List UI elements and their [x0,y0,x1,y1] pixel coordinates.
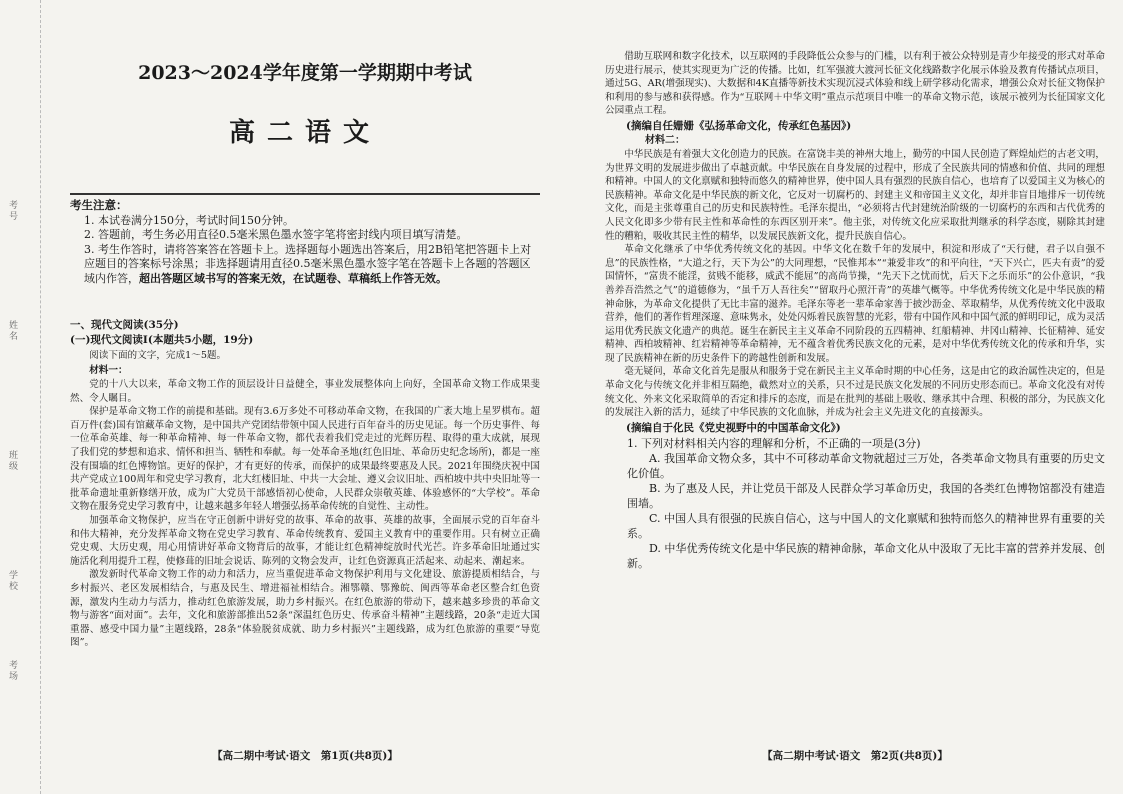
notice-list [70,214,540,287]
paragraph: 中华民族是有着强大文化创造力的民族。在富饶丰美的神州大地上，勤劳的中国人民创造了辉煌灿烂的古老文明，为世界文明的发展进步做出了卓越贡献。中华民族在自身发展的过程中，形成了全民族共同的情感和价值、共同的理想和精神。中国人的文化禀赋和独特而悠久的精神世界，使中国人具有强烈的民族自信心，也培育了以爱国主义为核心的民族精神。革命文化是中华民族的新文化，它反对一切腐朽的、封建主义和帝国主义文化，却并非盲目地排斥一切传统文化，而是主张尊重自己的历史和民族特性。毛泽东提出，“必须将古代封建统治阶级的一切腐朽的东西和古代优秀的人民文化即多少带有民主性和革命性的东西区别开来”。他主张，对传统文化应采取批判继承的科学态度，剔除其封建性的糟粕，吸收其民主性的精华，以发展民族新文化，提升民族自信心。 [605,148,1105,242]
section-heading: 一、现代文阅读(35分) [70,319,179,331]
paragraph: 借助互联网和数字化技术，以互联网的手段降低公众参与的门槛，以有利于被公众特别是青少年接受的形式对革命历史进行展示，使其实现更为广泛的传播。比如，红军强渡大渡河长征文化线路数字化展示体验及教育传播试点项目，通过5G、AR(增强现实)、大数据和4K直播等新技术实现沉浸式体验和线上研学移动化需求，增强公众对长征文物保护和利用的参与感和获得感。作为“互联网＋中华文明”重点示范项目中唯一的革命文物示范，该展示被列为长征国家文化公园重点工程。 [605,51,1105,117]
paragraph: 激发新时代革命文物工作的动力和活力，应当重促进革命文物保护利用与文化建设、旅游提质相结合，与乡村振兴、老区发展相结合，与惠及民生、增进福祉相结合。湘鄂赣、鄂豫皖、闽西等革命老区整合红色资源，激发内生动力与活力，推动红色旅游发展，助力乡村振兴。在红色旅游的带动下，越来越多珍贵的革命文物与游客“面对面”。去年，文化和旅游部推出52条“深温红色历史、传承奋斗精神”主题线路，20条“走近大国重器、感受中国力量”主题线路，28条“体验脱贫成就、助力乡村振兴”主题线路，成为红色旅游的重要“导览图”。 [70,569,540,649]
binding-strip [0,0,41,794]
notice-item: 2. 答题前，考生务必用直径0.5毫米黑色墨水签字笔将密封线内项目填写清楚。 [84,228,468,241]
material-label: 材料二： [645,134,685,146]
notice-item [84,243,540,287]
paragraph: 毫无疑问，革命文化首先是服从和服务于党在新民主主义革命时期的中心任务，这是由它的政治属性决定的，但是革命文化与传统文化并非相互隔绝，截然对立的关系，只不过是民族文化发展的不同历史形态而已。革命文化没有对传统文化、外来文化采取简单的否定和排斥的态度，而是在批判的基础上吸收、继承其中合理、积极的部分，为民族文化的发展注入新的活力，延续了中华民族的文化血脉，并成为社会主义先进文化的直接源头。 [605,366,1105,419]
page-footer: 【高二期中考试·语文 第2页(共8页)】 [762,750,948,762]
exam-title: 2023～2024学年度第一学期期中考试 [138,62,472,84]
paragraph: 加强革命文物保护，应当在守正创新中讲好党的故事、革命的故事、英雄的故事，全面展示党的百年奋斗和伟大精神，充分发挥革命文物在党史学习教育、革命传统教育、爱国主义教育中的重要作用。只有树立正确党史观、大历史观，用心用情讲好革命文物背后的故事，才能让红色精神绽放时代光芒。许多革命旧址通过实施活化利用提升工程，使修葺的旧址会说话、陈列的文物会发声，让红色资源真正活起来、动起来、潮起来。 [70,514,540,567]
question-option: A. 我国革命文物众多，其中不可移动革命文物就超过三万处，各类革命文物具有重要的历史文化价值。 [627,451,1105,480]
page-2 [605,0,1105,794]
question-option: D. 中华优秀传统文化是中华民族的精神命脉，革命文化从中汲取了无比丰富的营养并发展、创新。 [627,541,1105,570]
question-option: C. 中国人具有很强的民族自信心，这与中国人的文化禀赋和独特而悠久的精神世界有重要的关系。 [627,511,1105,540]
reading-section-1 [70,318,540,650]
question-option: B. 为了惠及人民，并让党员干部及人民群众学习革命历史，我国的各类红色博物馆都没有建造围墙。 [627,481,1105,510]
subsection-heading: (一)现代文阅读Ⅰ(本题共5小题，19分) [70,334,254,346]
page-1 [70,0,540,794]
paragraph: 革命文化继承了中华优秀传统文化的基因。中华文化在数千年的发展中，积淀和形成了“天行健，君子以自强不息”的民族性格，“大道之行，天下为公”的大同理想，“民惟邦本”“兼爱非攻”的和平向往，“天下兴亡，匹夫有责”的爱国情怀，“富贵不能淫，贫贱不能移，威武不能屈”的高尚节操，“先天下之忧而忧，后天下之乐而乐”的公仆意识，“我善养吾浩然之气”的道德修为，“虽千万人吾往矣”“留取丹心照汗青”的英雄气概等。中华优秀传统文化是中华民族的精神命脉，为革命文化提供了无比丰富的滋养。毛泽东等老一辈革命家善于披沙沥金、萃取精华，从优秀传统文化中汲取营养，他们的著作哲理深邃、意味隽永，处处闪烁着民族智慧的光彩，带有中国作风和中国气派的鲜明印记，成为灵活运用优秀民族文化遗产的典范。诞生在新民主主义革命不同阶段的五四精神、红船精神、井冈山精神、长征精神、延安精神、西柏坡精神、红岩精神等革命精神，无不蕴含着优秀民族文化的元素，是对中华优秀传统文化的传承和升华，实现了民族精神在新的历史条件下的跨越性创新和发展。 [605,244,1105,364]
question-stem: 1. 下列对材料相关内容的理解和分析，不正确的一项是(3分) [627,436,921,450]
binding-label-school: 学校 [7,570,17,592]
binding-label-exam-room: 考场 [7,660,17,682]
material-label: 材料一： [89,365,128,376]
binding-label-exam-number: 考号 [7,200,17,222]
notice-heading: 考生注意： [70,198,128,212]
notice-item-text: 3. 考生作答时，请将答案答在答题卡上。选择题每小题选出答案后，用2B铅笔把答题卡上对应题目的答案标号涂黑；非选择题请用直径0.5毫米黑色墨水签字笔在答题卡上各题的答题区域内作答， [84,242,532,285]
reading-section-2 [605,50,1105,571]
notice-item-bold: 超出答题区域书写的答案无效，在试题卷、草稿纸上作答无效。 [139,271,447,285]
paragraph: 保护是革命文物工作的前提和基础。现有3.6万多处不可移动革命文物，在我国的广袤大地上星罗棋布。超百万件(套)国有馆藏革命文物，是中国共产党团结带领中国人民进行百年奋斗的历史见证。每一个历史事件、每一位革命英雄、每一种革命精神、每一件革命文物，都代表着我们党走过的光辉历程、取得的重大成就，展现了我们党的梦想和追求、情怀和担当、牺牲和奉献。每一处革命圣地(红色旧址、革命历史纪念场所)，都是一座没有围墙的红色博物馆。更好的保护，才有更好的传承，而保护的成果最终要惠及人民。2021年围绕庆祝中国共产党成立100周年和党史学习教育，北大红楼旧址、中共一大会址、遵义会议旧址、西柏坡中共中央旧址等一批革命遗址重新修缮开放，成为广大党员干部感悟初心使命，人民群众崇敬英雄、体验感怀的“大学校”。革命文物在服务党史学习教育中，让越来越多年轻人增强弘扬革命传统的自觉性、主动性。 [70,406,540,513]
source-citation: (摘编自任姗姗《弘扬革命文化，传承红色基因》) [626,119,852,132]
exam-notice [70,198,540,286]
page-footer: 【高二期中考试·语文 第1页(共8页)】 [212,750,398,762]
binding-label-name: 姓名 [7,320,17,342]
instruction: 阅读下面的文字，完成1～5题。 [89,350,227,361]
header-divider [70,193,540,195]
source-citation: (摘编自于化民《党史视野中的中国革命文化》) [626,421,841,434]
subject-title: 高二语文 [228,118,381,148]
binding-label-class: 班级 [7,450,17,472]
notice-item: 1. 本试卷满分150分，考试时间150分钟。 [84,213,294,227]
paragraph: 党的十八大以来，革命文物工作的顶层设计日益健全，事业发展整体向上向好，全国革命文物工作成果斐然、令人瞩目。 [70,379,540,404]
